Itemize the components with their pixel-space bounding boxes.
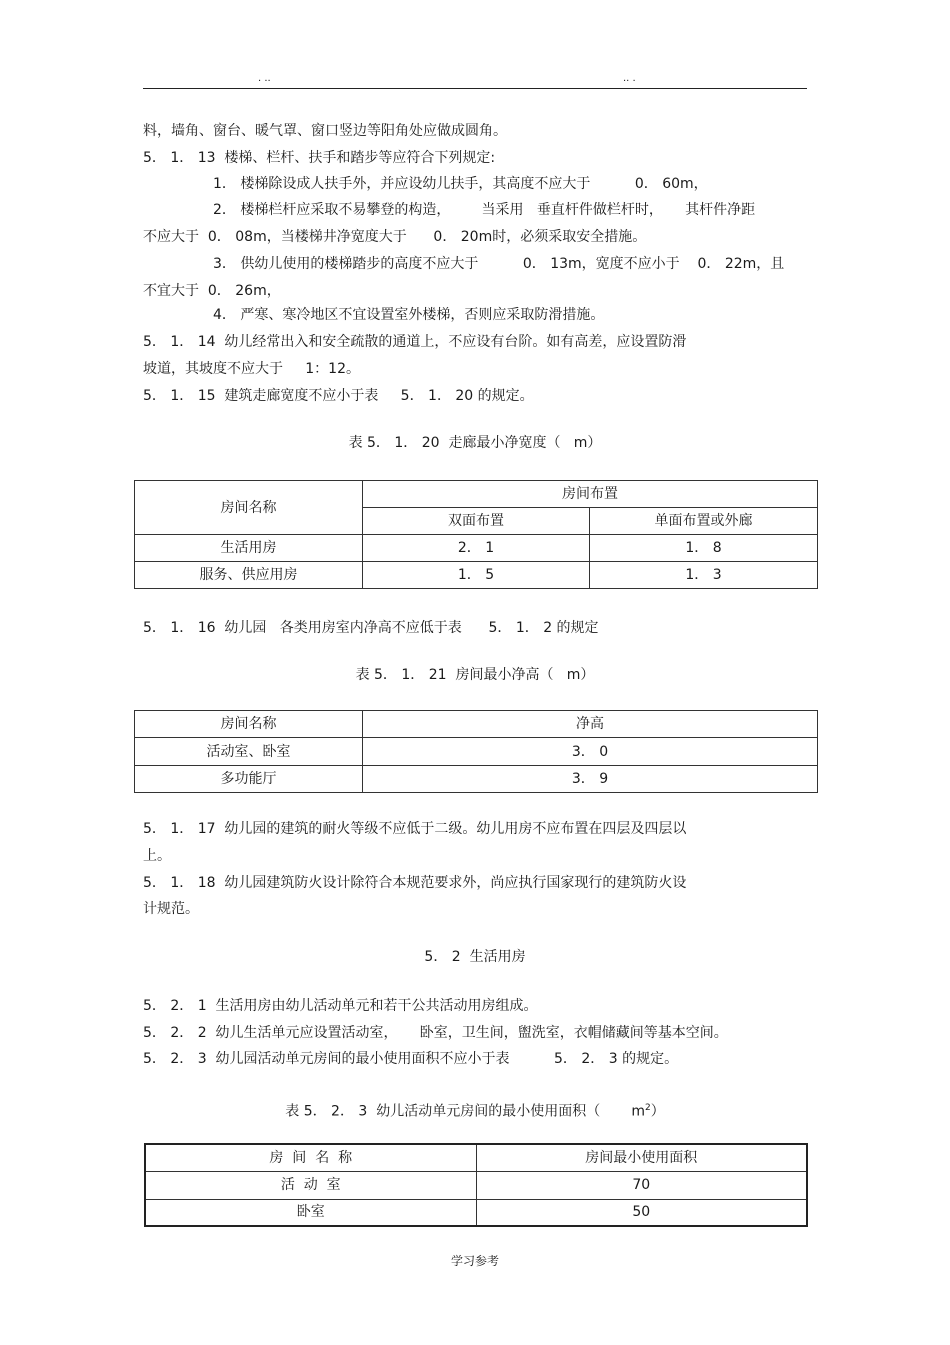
table-row bbox=[145, 1171, 807, 1199]
clause-5-1-18-cont: 计规范。 bbox=[143, 901, 199, 917]
table-cell: 活动室、卧室 bbox=[135, 738, 363, 766]
table1-caption: 表 5． 1． 20 走廊最小净宽度（ m） bbox=[348, 435, 602, 451]
list-item-3-cont: 不宜大于 0． 26m， bbox=[143, 283, 281, 299]
table3-header-area: 房间最小使用面积 bbox=[476, 1144, 807, 1171]
clause-5-1-17: 5． 1． 17 幼儿园的建筑的耐火等级不应低于二级。幼儿用房不应布置在四层及四层以 bbox=[143, 821, 687, 837]
header-dots-left: . .. bbox=[258, 73, 271, 84]
table2-header-room: 房间名称 bbox=[135, 711, 363, 738]
table-cell: 1． 5 bbox=[363, 562, 590, 589]
table-cell: 服务、供应用房 bbox=[135, 562, 363, 589]
table3-caption-superscript: 2 bbox=[645, 1103, 651, 1113]
table3-caption bbox=[0, 1099, 950, 1121]
list-item-2-cont: 不应大于 0． 08m，当楼梯井净宽度大于 0． 20m时，必须采取安全措施。 bbox=[143, 229, 647, 245]
header-rule bbox=[143, 88, 807, 89]
clause-5-1-17-cont: 上。 bbox=[143, 848, 171, 864]
table-cell: 生活用房 bbox=[135, 535, 363, 562]
clause-5-2-2: 5． 2． 2 幼儿生活单元应设置活动室， 卧室，卫生间，盥洗室，衣帽储藏间等基本空间。 bbox=[143, 1025, 728, 1041]
table3-header-room: 房 间 名 称 bbox=[145, 1144, 476, 1171]
table-cell: 1． 8 bbox=[590, 535, 818, 562]
room-height-table bbox=[134, 710, 818, 793]
list-item-4: 4． 严寒、寒冷地区不宜设置室外楼梯，否则应采取防滑措施。 bbox=[213, 307, 605, 323]
table-cell: 3． 9 bbox=[363, 766, 818, 793]
table-cell: 70 bbox=[476, 1171, 807, 1199]
table1-header-double: 双面布置 bbox=[363, 508, 590, 535]
table-cell: 多功能厅 bbox=[135, 766, 363, 793]
header-dots-right: .. . bbox=[623, 73, 636, 84]
table-cell: 活 动 室 bbox=[145, 1171, 476, 1199]
table-row bbox=[135, 738, 818, 766]
table3-caption-end: ） bbox=[650, 1103, 665, 1120]
table-cell: 2． 1 bbox=[363, 535, 590, 562]
table1-header-layout: 房间布置 bbox=[363, 481, 818, 508]
table-row bbox=[135, 766, 818, 793]
table-row bbox=[135, 535, 818, 562]
clause-5-1-15: 5． 1． 15 建筑走廊宽度不应小于表 5． 1． 20 的规定。 bbox=[143, 388, 534, 404]
corridor-width-table bbox=[134, 480, 818, 589]
clause-5-1-14-cont: 坡道，其坡度不应大于 1：12。 bbox=[143, 361, 360, 377]
clause-5-1-14: 5． 1． 14 幼儿经常出入和安全疏散的通道上，不应设有台阶。如有高差，应设置防滑 bbox=[143, 334, 687, 350]
page-header bbox=[143, 74, 807, 88]
table-cell: 卧室 bbox=[145, 1199, 476, 1226]
table1-header-single: 单面布置或外廊 bbox=[590, 508, 818, 535]
table-cell: 1． 3 bbox=[590, 562, 818, 589]
page-footer: 学习参考 bbox=[450, 1254, 499, 1268]
section-heading: 5． 2 生活用房 bbox=[424, 949, 526, 965]
clause-5-2-1: 5． 2． 1 生活用房由幼儿活动单元和若干公共活动用房组成。 bbox=[143, 998, 538, 1014]
paragraph-line: 料，墙角、窗台、暖气罩、窗口竖边等阳角处应做成圆角。 bbox=[143, 123, 507, 139]
clause-5-1-18: 5． 1． 18 幼儿园建筑防火设计除符合本规范要求外，尚应执行国家现行的建筑防火设 bbox=[143, 875, 687, 891]
table-cell: 3． 0 bbox=[363, 738, 818, 766]
clause-5-2-3: 5． 2． 3 幼儿园活动单元房间的最小使用面积不应小于表 5． 2． 3 的规定。 bbox=[143, 1051, 679, 1067]
list-item-3: 3． 供幼儿使用的楼梯踏步的高度不应大于 0． 13m，宽度不应小于 0． 22m，且 bbox=[213, 256, 785, 272]
table2-caption: 表 5． 1． 21 房间最小净高（ m） bbox=[355, 667, 595, 683]
list-item-2: 2． 楼梯栏杆应采取不易攀登的构造， 当采用 垂直杆件做栏杆时， 其杆件净距 bbox=[213, 202, 756, 218]
table1-header-room: 房间名称 bbox=[135, 481, 363, 535]
min-area-table bbox=[144, 1143, 808, 1227]
table-row bbox=[135, 562, 818, 589]
table3-caption-text: 表 5． 2． 3 幼儿活动单元房间的最小使用面积（ m bbox=[285, 1103, 646, 1120]
list-item-1: 1． 楼梯除设成人扶手外，并应设幼儿扶手，其高度不应大于 0． 60m， bbox=[213, 176, 708, 192]
table-cell: 50 bbox=[476, 1199, 807, 1226]
clause-5-1-16: 5． 1． 16 幼儿园 各类用房室内净高不应低于表 5． 1． 2 的规定 bbox=[143, 620, 599, 636]
table-row bbox=[145, 1199, 807, 1226]
table2-header-height: 净高 bbox=[363, 711, 818, 738]
clause-5-1-13: 5． 1． 13 楼梯、栏杆、扶手和踏步等应符合下列规定: bbox=[143, 150, 496, 166]
